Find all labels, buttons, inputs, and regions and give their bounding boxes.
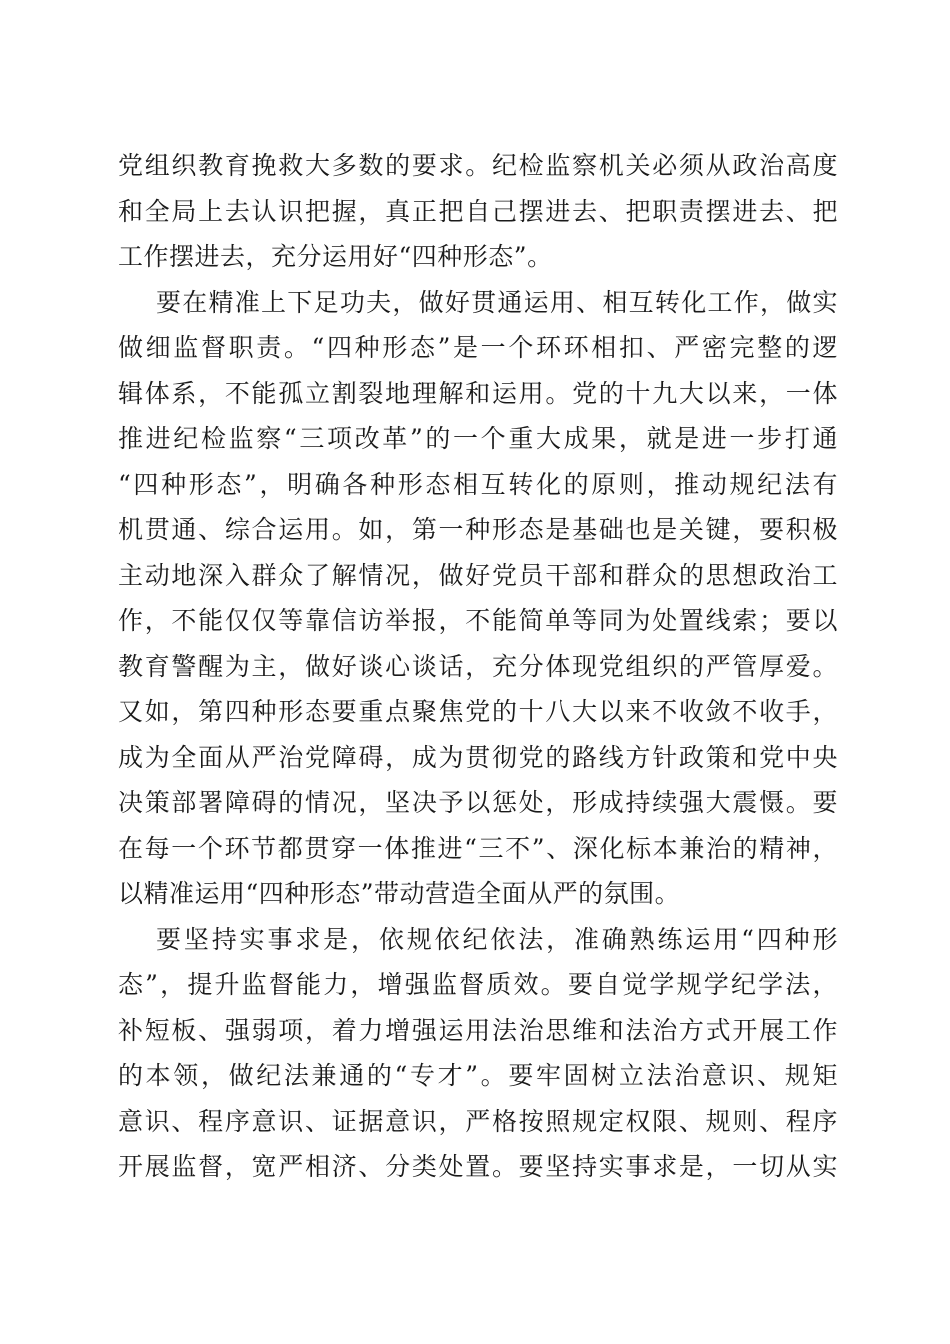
paragraph-line: 做细监督职责。“四种形态”是一个环环相扣、严密完整的逻: [118, 333, 838, 362]
paragraph-line: 辑体系，不能孤立割裂地理解和运用。党的十九大以来，一体: [118, 378, 838, 408]
paragraph-line: 党组织教育挽救大多数的要求。纪检监察机关必须从政治高度: [118, 151, 838, 180]
paragraph-line: 工作摆进去，充分运用好“四种形态”。: [118, 242, 553, 271]
paragraph-line: 态”，提升监督能力，增强监督质效。要自觉学规学纪学法，: [118, 970, 838, 999]
paragraph-line: 机贯通、综合运用。如，第一种形态是基础也是关键，要积极: [118, 515, 838, 544]
paragraph-line: 作，不能仅仅等靠信访举报，不能简单等同为处置线索；要以: [118, 606, 838, 635]
paragraph-line: 推进纪检监察“三项改革”的一个重大成果，就是进一步打通: [118, 424, 838, 453]
paragraph-line: 在每一个环节都贯穿一体推进“三不”、深化标本兼治的精神，: [118, 833, 838, 863]
paragraph-line: “四种形态”，明确各种形态相互转化的原则，推动规纪法有: [118, 469, 838, 499]
paragraph-line: 又如，第四种形态要重点聚焦党的十八大以来不收敛不收手，: [118, 697, 838, 726]
paragraph-line: 补短板、强弱项，着力增强运用法治思维和法治方式开展工作: [118, 1015, 838, 1045]
paragraph-line: 教育警醒为主，做好谈心谈话，充分体现党组织的严管厚爱。: [118, 651, 838, 681]
paragraph-line: 主动地深入群众了解情况，做好党员干部和群众的思想政治工: [118, 560, 838, 590]
paragraph-line: 以精准运用“四种形态”带动营造全面从严的氛围。: [118, 879, 681, 908]
paragraph-line: 要坚持实事求是，依规依纪依法，准确熟练运用“四种形: [156, 924, 838, 954]
paragraph-line: 开展监督，宽严相济、分类处置。要坚持实事求是，一切从实: [118, 1152, 838, 1181]
document-body: [118, 143, 838, 1190]
paragraph-line: 的本领，做纪法兼通的“专才”。要牢固树立法治意识、规矩: [118, 1061, 838, 1090]
paragraph-line: 决策部署障碍的情况，坚决予以惩处，形成持续强大震慑。要: [118, 788, 838, 817]
paragraph-line: 成为全面从严治党障碍，成为贯彻党的路线方针政策和党中央: [118, 742, 838, 772]
paragraph-line: 要在精准上下足功夫，做好贯通运用、相互转化工作，做实: [156, 287, 838, 317]
paragraph-line: 和全局上去认识把握，真正把自己摆进去、把职责摆进去、把: [118, 196, 838, 226]
paragraph-line: 意识、程序意识、证据意识，严格按照规定权限、规则、程序: [118, 1106, 838, 1136]
